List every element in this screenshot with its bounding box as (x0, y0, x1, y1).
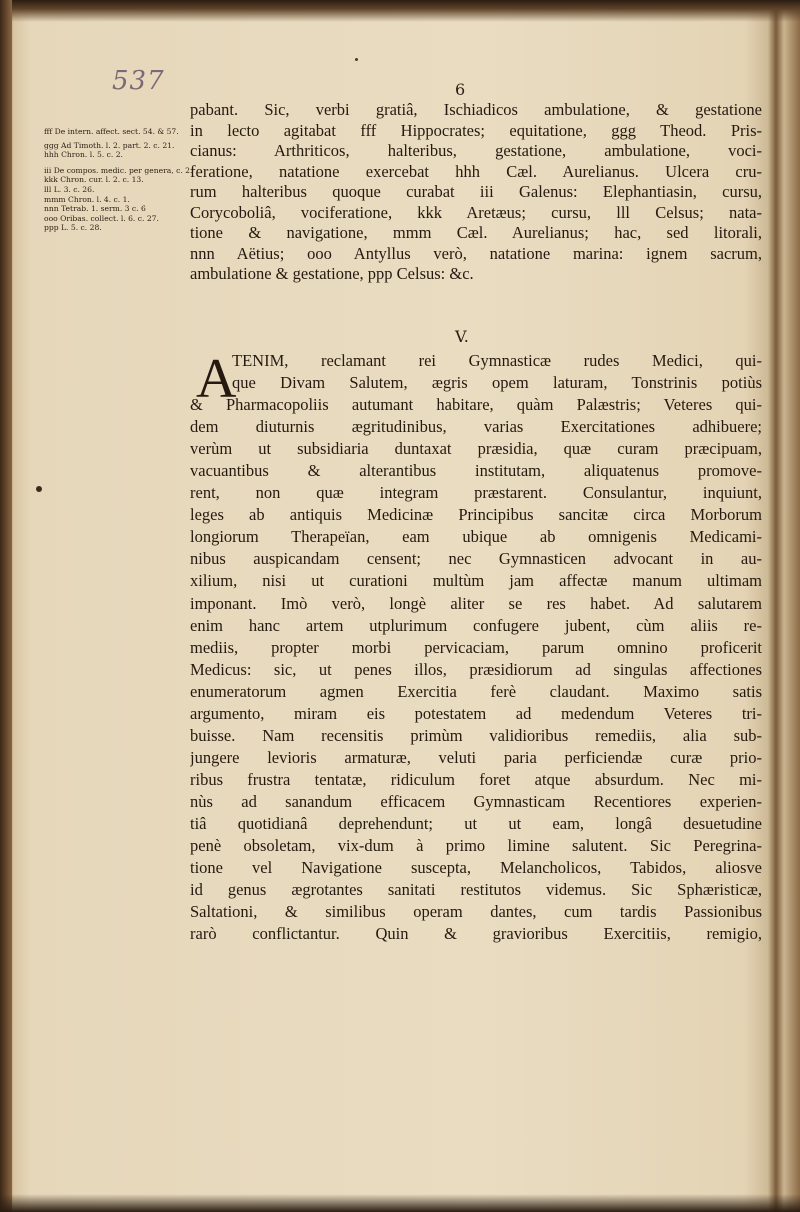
text-line: Corycoboliâ, vociferatione, kkk Aretæus; cursu, lll Celsus; nata- (190, 202, 762, 222)
text-line: nibus auspicandam censent; nec Gymnasticen advocant in au- (190, 549, 762, 569)
marginal-note: lll L. 3. c. 26. (44, 184, 95, 194)
text-line: buisse. Nam recensitis primùm validioribus remediis, alia sub- (190, 725, 762, 745)
text-line: rarò conflictantur. Quin & gravioribus Exercitiis, remigio, (190, 924, 762, 944)
text-line: id genus ægrotantes sanitati restitutos videmus. Sic Sphæristicæ, (190, 880, 762, 900)
text-line: & Pharmacopoliis autumant habitare, quàm Palæstris; Veteres qui- (190, 395, 762, 415)
top-shadow (0, 0, 800, 22)
text-line: verùm ut subsidiaria duntaxat præsidia, quæ curam præcipuam, (190, 439, 762, 459)
marginal-note: iii De compos. medic. per genera, c. 2. (44, 165, 193, 175)
text-line: jungere levioris armaturæ, veluti paria perficiendæ curæ prio- (190, 747, 762, 767)
text-line: enumeratorum agmen Exercitia ferè claudant. Maximo satis (190, 681, 762, 701)
marginal-note: mmm Chron. l. 4. c. 1. (44, 194, 130, 204)
text-line: que Divam Salutem, ægris opem laturam, Tonstrinis potiùs (232, 373, 762, 393)
text-line: pabant. Sic, verbi gratiâ, Ischiadicos ambulatione, & gestatione (190, 100, 762, 119)
paragraph-1 (190, 100, 762, 285)
text-line: in lecto agitabat fff Hippocrates; equitatione, ggg Theod. Pris- (190, 120, 762, 140)
page-number: 6 (455, 80, 466, 99)
marginal-note: ppp L. 5. c. 28. (44, 223, 102, 233)
bottom-shadow (0, 1194, 800, 1212)
handwritten-folio: 537 (112, 66, 165, 96)
marginal-note: kkk Chron. cur. l. 2. c. 13. (44, 175, 144, 185)
ink-speck (355, 58, 358, 61)
marginal-note: ggg Ad Timoth. l. 2. part. 2. c. 21. (44, 140, 175, 150)
text-line: xilium, nisi ut curationi multùm jam affectæ manum ultimam (190, 571, 762, 591)
text-line: rent, non quæ integram præstarent. Consulantur, inquiunt, (190, 483, 762, 503)
marginal-note: ooo Oribas. collect. l. 6. c. 27. (44, 213, 159, 223)
text-line: feratione, natatione exercebat hhh Cæl. Aurelianus. Ulcera cru- (190, 161, 762, 181)
text-line: cianus: Arthriticos, halteribus, gestatione, ambulatione, voci- (190, 141, 762, 160)
section-numeral: V. (455, 327, 469, 346)
text-line: Medicus: sic, ut penes illos, præsidiorum ad singulas affectiones (190, 659, 762, 679)
marginal-note: fff De intern. affect. sect. 54. & 57. (44, 127, 179, 136)
ink-blot (36, 486, 42, 492)
text-line: penè obsoletam, vix-dum à primo limine salutent. Sic Peregrina- (190, 836, 762, 856)
marginal-notes (44, 127, 193, 233)
text-line: mediis, propter morbi pervicaciam, parum omnino proficerit (190, 637, 762, 657)
text-line: tiâ quotidianâ deprehendunt; ut ut eam, longâ desuetudine (190, 813, 762, 833)
text-line: nùs ad sanandum efficacem Gymnasticam Recentiores experien- (190, 791, 762, 811)
text-line: nnn Aëtius; ooo Antyllus verò, natatione marina: ignem sacrum, (190, 243, 762, 263)
text-line: tione vel Navigatione suscepta, Melancholicos, Tabidos, aliosve (190, 858, 762, 878)
paragraph-2 (190, 350, 762, 945)
text-line: argumento, miram eis potestatem ad medendum Veteres tri- (190, 703, 762, 723)
book-gutter-edge (0, 0, 12, 1212)
text-line: imponant. Imò verò, longè aliter se res habet. Ad salutarem (190, 593, 762, 613)
text-line: dem diuturnis ægritudinibus, varias Exercitationes adhibuere; (190, 417, 762, 437)
text-line: vacuantibus & alterantibus institutam, aliquatenus promove- (190, 461, 762, 481)
marginal-note: nnn Tetrab. 1. serm. 3 c. 6 (44, 204, 146, 214)
text-line: enim hanc artem utplurimum confugere jubent, cùm aliis re- (190, 615, 762, 635)
text-line: longiorum Therapeïan, eam ubique ab omnigenis Medicami- (190, 527, 762, 547)
text-line: leges ab antiquis Medicinæ Principibus sancitæ circa Morborum (190, 505, 762, 525)
text-line: tione & navigatione, mmm Cæl. Aurelianus; hac, sed litorali, (190, 223, 762, 242)
marginal-note: hhh Chron. l. 5. c. 2. (44, 150, 123, 160)
text-line: Saltationi, & similibus operam dantes, cum tardis Passionibus (190, 902, 762, 922)
drop-cap: A (196, 348, 237, 410)
text-line: ribus frustra tentatæ, ridiculum foret atque absurdum. Nec mi- (190, 769, 762, 789)
text-line: rum halteribus quoque curabat iii Galenus: Elephantiasin, cursu, (190, 182, 762, 201)
text-line: TENIM, reclamant rei Gymnasticæ rudes Medici, qui- (232, 351, 762, 370)
text-line: ambulatione & gestatione, ppp Celsus: &c. (190, 264, 474, 283)
